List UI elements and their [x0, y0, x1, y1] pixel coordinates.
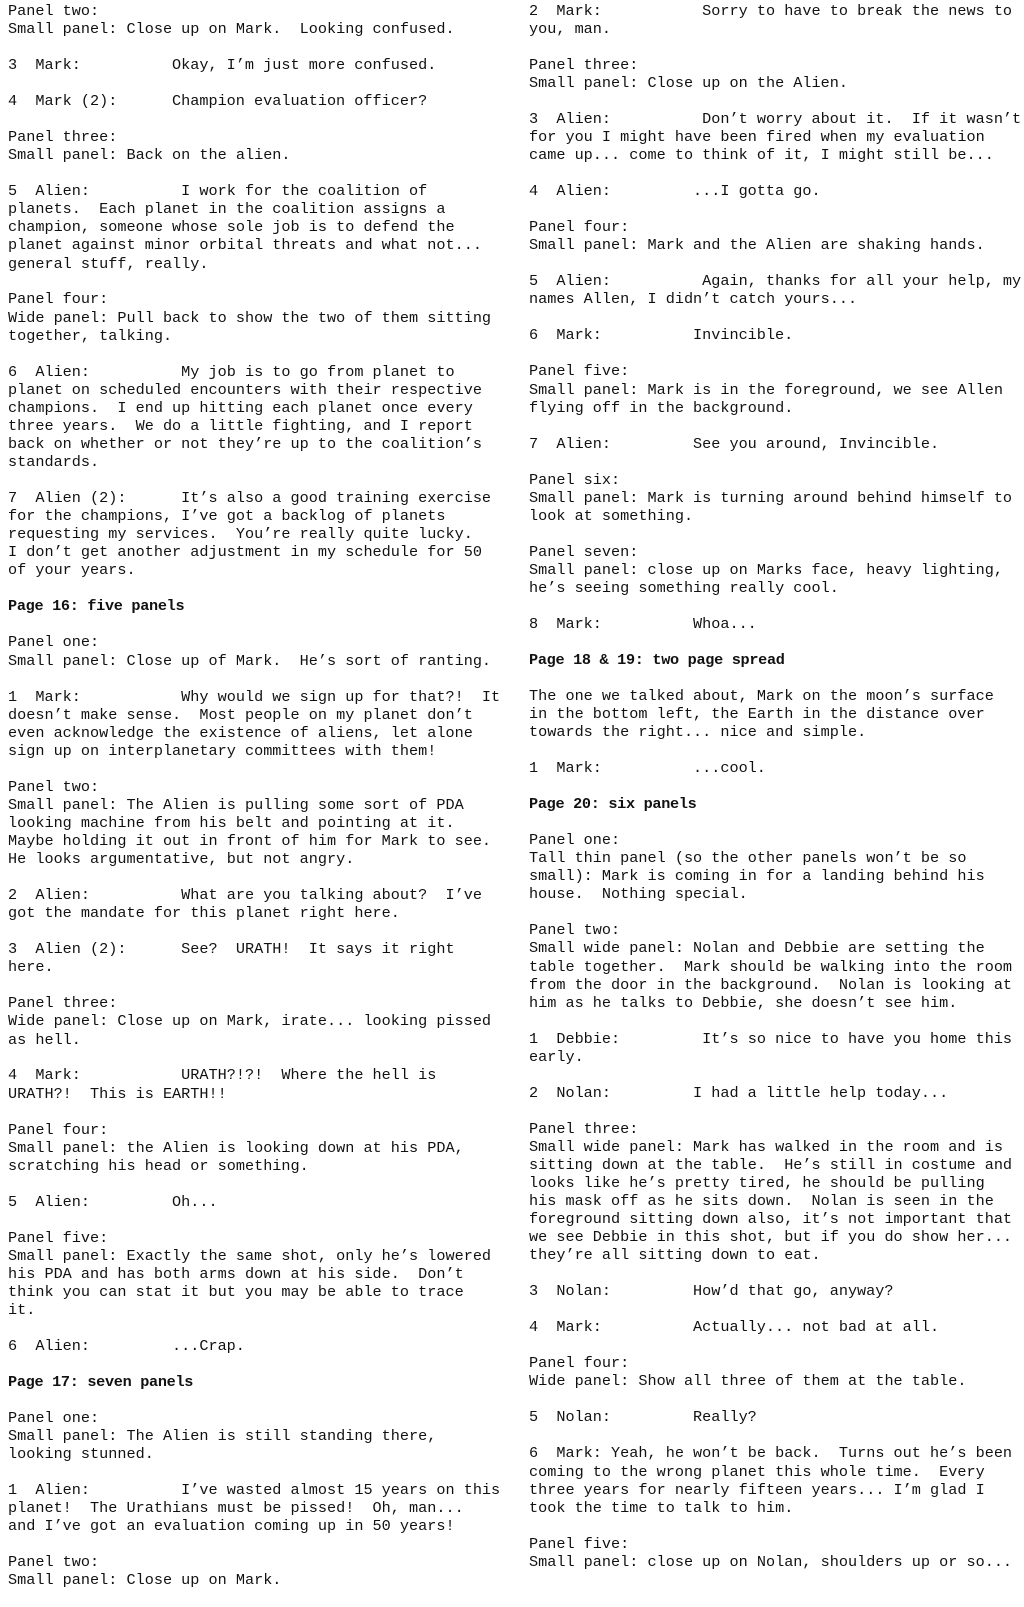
dialogue-continuation: even acknowledge the existence of aliens, let alone [8, 723, 473, 742]
page-heading: Page 16: five panels [8, 597, 185, 616]
dialogue-continuation: three years. We do a little fighting, and I report [8, 416, 473, 435]
panel-line: three years for nearly fifteen years... I’m glad I [529, 1480, 985, 1499]
panel-line: Small panel: The Alien is still standing there, [8, 1427, 437, 1446]
script-column-right [529, 2, 1024, 1589]
dialogue-continuation: requesting my services. You’re really quite lucky. [8, 525, 473, 544]
dialogue-continuation: planet against minor orbital threats and what not... [8, 236, 482, 255]
dialogue-line [529, 435, 1024, 453]
panel-line: Wide panel: Pull back to show the two of them sitting [8, 308, 492, 327]
panel-line: looks like he’s pretty tired, he should be pulling [529, 1174, 985, 1193]
script-column-left [8, 2, 508, 1607]
dialogue-line [529, 326, 1024, 344]
panel-line: foreground sitting down also, it’s not important that [529, 1210, 1013, 1229]
panel-line: his PDA and has both arms down at his side. Don’t [8, 1264, 464, 1283]
dialogue-text: ...cool. [693, 759, 766, 778]
panel-description [529, 543, 1024, 597]
panel-line: Panel three: [529, 1119, 639, 1138]
panel-description [529, 687, 1024, 741]
panel-line: took the time to talk to him. [529, 1498, 794, 1517]
page-heading: Page 17: seven panels [8, 1373, 194, 1392]
panel-description [529, 921, 1024, 1011]
dialogue-continuation: you, man. [529, 20, 612, 39]
speaker-label: 4 Alien: [529, 182, 612, 201]
panel-line: Panel three: [8, 994, 118, 1013]
page-heading: Page 18 & 19: two page spread [529, 650, 785, 669]
dialogue-text: How’d that go, anyway? [693, 1282, 894, 1301]
dialogue-line [529, 2, 1024, 38]
dialogue-line [529, 1030, 1024, 1066]
dialogue-first-line: 5 Alien: I work for the coalition of [8, 182, 428, 201]
dialogue-first-line: 1 Mark: Why would we sign up for that?! It [8, 687, 501, 706]
dialogue-first-line: 3 Alien (2): See? URATH! It says it right [8, 940, 455, 959]
panel-line: Small panel: Close up on Mark. Looking confused. [8, 20, 455, 39]
dialogue-first-line: 6 Alien: My job is to go from planet to [8, 362, 455, 381]
dialogue-continuation: planet on scheduled encounters with their respective [8, 380, 482, 399]
dialogue-first-line: 3 Alien: Don’t worry about it. If it wasn’t [529, 110, 1022, 129]
speaker-label: 7 Alien: [529, 434, 612, 453]
dialogue-first-line: 5 Alien: Again, thanks for all your help, my [529, 272, 1022, 291]
panel-line: Panel seven: [529, 542, 639, 561]
dialogue-line [8, 1481, 508, 1535]
panel-description [529, 1120, 1024, 1265]
panel-description [529, 1444, 1024, 1516]
panel-line: small): Mark is coming in for a landing behind his [529, 867, 985, 886]
panel-line: Small panel: close up on Marks face, heavy lighting, [529, 560, 1003, 579]
panel-description [8, 1409, 508, 1463]
panel-line: Tall thin panel (so the other panels won’t be so [529, 849, 967, 868]
panel-line: Panel one: [8, 1409, 100, 1428]
panel-line: flying off in the background. [529, 398, 794, 417]
panel-description [529, 362, 1024, 416]
panel-line: house. Nothing special. [529, 885, 748, 904]
dialogue-continuation: and I’ve got an evaluation coming up in 50 years! [8, 1517, 455, 1536]
panel-line: Wide panel: Show all three of them at the table. [529, 1372, 967, 1391]
dialogue-continuation: I don’t get another adjustment in my schedule for 50 [8, 543, 482, 562]
panel-description [529, 471, 1024, 525]
panel-description [8, 2, 508, 38]
dialogue-continuation: came up... come to think of it, I might still be... [529, 146, 994, 165]
speaker-label: 8 Mark: [529, 614, 602, 633]
dialogue-line [8, 940, 508, 976]
panel-line: towards the right... nice and simple. [529, 723, 867, 742]
panel-line: Panel three: [529, 56, 639, 75]
dialogue-line [8, 1066, 508, 1102]
panel-line: Small panel: Mark is in the foreground, we see Allen [529, 380, 1003, 399]
panel-line: he’s seeing something really cool. [529, 578, 839, 597]
panel-line: Small panel: Exactly the same shot, only he’s lowered [8, 1246, 492, 1265]
dialogue-continuation: doesn’t make sense. Most people on my planet don’t [8, 705, 473, 724]
panel-line: him as he talks to Debbie, she doesn’t see him. [529, 993, 958, 1012]
dialogue-line [8, 489, 508, 579]
panel-description [529, 1354, 1024, 1390]
dialogue-first-line: 1 Debbie: It’s so nice to have you home this [529, 1029, 1013, 1048]
panel-line: Small panel: Close up on the Alien. [529, 74, 848, 93]
dialogue-continuation: champion, someone whose sole job is to defend the [8, 218, 455, 237]
panel-line: Panel two: [529, 921, 621, 940]
panel-line: Small panel: The Alien is pulling some sort of PDA [8, 795, 464, 814]
speaker-label: 5 Alien: [8, 1192, 91, 1211]
panel-description [529, 831, 1024, 903]
panel-line: it. [8, 1301, 36, 1320]
panel-line: Panel two: [8, 2, 100, 20]
dialogue-text: See you around, Invincible. [693, 434, 940, 453]
dialogue-text: Champion evaluation officer? [172, 92, 428, 111]
panel-line: Panel six: [529, 470, 621, 489]
panel-line: looking machine from his belt and pointing at it. [8, 813, 455, 832]
speaker-label: 2 Nolan: [529, 1083, 612, 1102]
dialogue-continuation: got the mandate for this planet right here. [8, 904, 400, 923]
dialogue-line [529, 110, 1024, 164]
panel-line: Panel two: [8, 1553, 100, 1572]
panel-description [8, 1229, 508, 1319]
panel-line: as hell. [8, 1030, 81, 1049]
dialogue-line [529, 1282, 1024, 1300]
dialogue-continuation: back on whether or not they’re up to the coalition’s [8, 435, 482, 454]
panel-line: Small wide panel: Nolan and Debbie are setting the [529, 939, 985, 958]
panel-line: Small panel: the Alien is looking down at his PDA, [8, 1138, 464, 1157]
panel-line: Small panel: Mark and the Alien are shaking hands. [529, 236, 985, 255]
dialogue-text: ...Crap. [172, 1337, 245, 1356]
dialogue-line [529, 182, 1024, 200]
panel-description [529, 1535, 1024, 1571]
panel-description [8, 1553, 508, 1589]
dialogue-line [8, 92, 508, 110]
dialogue-continuation: sign up on interplanetary committees with them! [8, 741, 437, 760]
panel-description [8, 290, 508, 344]
panel-line: Small panel: Close up on Mark. [8, 1571, 282, 1590]
dialogue-continuation: planet! The Urathians must be pissed! Oh, man... [8, 1499, 464, 1518]
panel-line: his mask off as he sits down. Nolan is seen in the [529, 1192, 994, 1211]
panel-line: 6 Mark: Yeah, he won’t be back. Turns out he’s been [529, 1444, 1013, 1463]
dialogue-continuation: general stuff, really. [8, 254, 209, 273]
panel-line: scratching his head or something. [8, 1156, 309, 1175]
panel-line: from the door in the background. Nolan is looking at [529, 975, 1013, 994]
speaker-label: 6 Alien: [8, 1337, 91, 1356]
panel-description [8, 1121, 508, 1175]
dialogue-continuation: champions. I end up hitting each planet once every [8, 398, 473, 417]
dialogue-continuation: for you I might have been fired when my evaluation [529, 128, 985, 147]
panel-line: The one we talked about, Mark on the moon’s surface [529, 686, 994, 705]
dialogue-line [8, 182, 508, 272]
dialogue-text: Whoa... [693, 614, 757, 633]
speaker-label: 1 Mark: [529, 759, 602, 778]
dialogue-first-line: 7 Alien (2): It’s also a good training exercise [8, 489, 492, 508]
panel-line: Panel five: [8, 1228, 109, 1247]
panel-line: looking stunned. [8, 1445, 154, 1464]
dialogue-text: I had a little help today... [693, 1083, 949, 1102]
dialogue-first-line: 2 Mark: Sorry to have to break the news to [529, 2, 1013, 20]
dialogue-line [8, 1193, 508, 1211]
speaker-label: 6 Mark: [529, 326, 602, 345]
speaker-label: 5 Nolan: [529, 1408, 612, 1427]
dialogue-line [529, 759, 1024, 777]
panel-description [8, 128, 508, 164]
panel-description [529, 218, 1024, 254]
speaker-label: 3 Nolan: [529, 1282, 612, 1301]
dialogue-continuation: early. [529, 1047, 584, 1066]
panel-line: Panel one: [8, 633, 100, 652]
panel-line: Panel three: [8, 128, 118, 147]
panel-line: look at something. [529, 506, 694, 525]
panel-line: Panel four: [529, 1354, 630, 1373]
dialogue-continuation: for the champions, I’ve got a backlog of planets [8, 507, 446, 526]
speaker-label: 4 Mark: [529, 1318, 602, 1337]
dialogue-text: ...I gotta go. [693, 182, 821, 201]
dialogue-first-line: 2 Alien: What are you talking about? I’ve [8, 886, 482, 905]
panel-line: Panel two: [8, 777, 100, 796]
panel-line: Panel one: [529, 831, 621, 850]
panel-line: they’re all sitting down to eat. [529, 1246, 821, 1265]
panel-line: Panel four: [8, 1120, 109, 1139]
panel-description [529, 56, 1024, 92]
dialogue-line [529, 1084, 1024, 1102]
dialogue-line [8, 363, 508, 472]
panel-line: Small panel: Mark is turning around behind himself to [529, 488, 1013, 507]
panel-description [8, 633, 508, 669]
panel-line: Small wide panel: Mark has walked in the room and is [529, 1137, 1003, 1156]
panel-line: sitting down at the table. He’s still in costume and [529, 1155, 1013, 1174]
dialogue-continuation: standards. [8, 453, 100, 472]
panel-line: Panel four: [8, 290, 109, 309]
panel-line: think you can stat it but you may be able to trace [8, 1283, 464, 1301]
panel-line: Panel five: [529, 362, 630, 381]
dialogue-line [529, 615, 1024, 633]
panel-line: Small panel: close up on Nolan, shoulders up or so... [529, 1552, 1013, 1571]
panel-line: we see Debbie in this shot, but if you do show her... [529, 1228, 1013, 1247]
dialogue-line [8, 1337, 508, 1355]
panel-line: Small panel: Back on the alien. [8, 146, 291, 165]
dialogue-line [8, 56, 508, 74]
speaker-label: 4 Mark (2): [8, 92, 118, 111]
dialogue-text: Really? [693, 1408, 757, 1427]
speaker-label: 3 Mark: [8, 56, 81, 75]
dialogue-text: Invincible. [693, 326, 794, 345]
panel-line: together, talking. [8, 326, 173, 345]
panel-line: Panel four: [529, 218, 630, 237]
dialogue-continuation: of your years. [8, 561, 136, 580]
panel-description [8, 778, 508, 868]
dialogue-continuation: here. [8, 958, 54, 977]
dialogue-continuation: URATH?! This is EARTH!! [8, 1084, 227, 1103]
dialogue-first-line: 1 Alien: I’ve wasted almost 15 years on this [8, 1481, 501, 1500]
dialogue-line [529, 1318, 1024, 1336]
dialogue-line [529, 272, 1024, 308]
dialogue-line [8, 886, 508, 922]
dialogue-line [8, 688, 508, 760]
panel-line: in the bottom left, the Earth in the distance over [529, 705, 985, 724]
dialogue-first-line: 4 Mark: URATH?!?! Where the hell is [8, 1066, 437, 1085]
dialogue-continuation: names Allen, I didn’t catch yours... [529, 290, 858, 309]
page-heading: Page 20: six panels [529, 795, 697, 814]
panel-line: coming to the wrong planet this whole time. Every [529, 1462, 985, 1481]
dialogue-text: Oh... [172, 1192, 218, 1211]
panel-line: Panel five: [529, 1534, 630, 1553]
panel-line: Maybe holding it out in front of him for Mark to see. [8, 832, 492, 851]
dialogue-text: Okay, I’m just more confused. [172, 56, 437, 75]
dialogue-line [529, 1408, 1024, 1426]
panel-description [8, 994, 508, 1048]
dialogue-continuation: planets. Each planet in the coalition assigns a [8, 200, 446, 219]
panel-line: He looks argumentative, but not angry. [8, 850, 355, 869]
panel-line: Small panel: Close up of Mark. He’s sort of ranting. [8, 651, 492, 670]
panel-line: table together. Mark should be walking into the room [529, 957, 1013, 976]
dialogue-text: Actually... not bad at all. [693, 1318, 940, 1337]
panel-line: Wide panel: Close up on Mark, irate... looking pissed [8, 1012, 492, 1031]
